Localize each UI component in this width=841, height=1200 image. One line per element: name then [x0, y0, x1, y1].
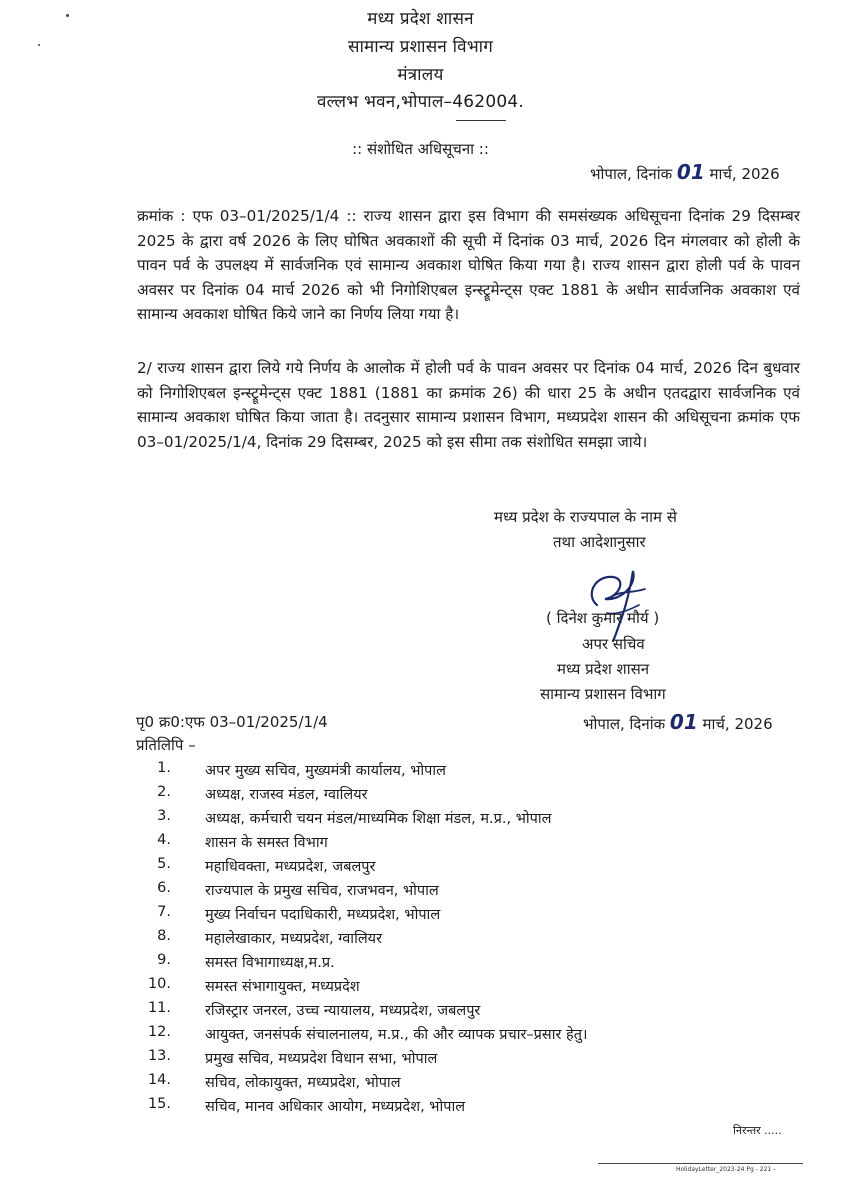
- copy-item-text: अपर मुख्य सचिव, मुख्यमंत्री कार्यालय, भोपाल: [205, 763, 446, 779]
- copy-item-text: मुख्य निर्वाचन पदाधिकारी, मध्यप्रदेश, भोपाल: [205, 907, 441, 923]
- copy-label: प्रतिलिपि –: [136, 736, 196, 754]
- endorsement-reference: पृ0 क्र0:एफ 03–01/2025/1/4: [136, 713, 328, 731]
- paragraph-1-text: क्रमांक : एफ 03–01/2025/1/4 :: राज्य शासन द्वारा इस विभाग की समसंख्यक अधिसूचना दिनांक 29 दिसम्बर 2025 के द्वारा वर्ष 2026 के लिए घोषित अवकाशों की सूची में दिनांक 03 मार्च, 2026 दिन मंगलवार को होली के पावन पर्व के उपलक्ष्य में सार्वजनिक एवं सामान्य अवकाश घोषित किया गया है। राज्य शासन द्वारा होली पर्व के पावन अवसर पर दिनांक 04 मार्च 2026 को भी निगोशिएबल इन्स्ट्रूमेन्ट्स एक्ट 1881 के अधीन सार्वजनिक अवकाश एवं सामान्य अवकाश घोषित किये जाने का निर्णय लिया गया है।: [137, 207, 800, 323]
- copy-item-number: 6.: [157, 880, 171, 896]
- copy-item-text: महालेखाकार, मध्यप्रदेश, ग्वालियर: [205, 931, 382, 947]
- signatory-name: ( दिनेश कुमार मौर्य ): [546, 609, 660, 627]
- paragraph-2-text: 2/ राज्य शासन द्वारा लिये गये निर्णय के आलोक में होली पर्व के पावन अवसर पर दिनांक 04 मार्च, 2026 दिन बुधवार को निगोशिएबल इन्स्ट्रूमेन्ट्स एक्ट 1881 (1881 का क्रमांक 26) की धारा 25 के अधीन एतदद्वारा सार्वजनिक एवं सामान्य अवकाश घोषित किया जाता है। तदनुसार सामान्य प्रशासन विभाग, मध्यप्रदेश शासन की अधिसूचना क्रमांक एफ 03–01/2025/1/4, दिनांक 29 दिसम्बर, 2025 को इस सीमा तक संशोधित समझा जाये।: [137, 359, 800, 451]
- header-state-govt: मध्य प्रदेश शासन: [367, 9, 474, 29]
- copy-item-text: महाधिवक्ता, मध्यप्रदेश, जबलपुर: [205, 859, 376, 875]
- issue-date-day-handwritten: 01: [676, 160, 705, 184]
- copy-item-number: 1.: [157, 760, 171, 776]
- endorsement-date: [583, 710, 773, 734]
- copy-item-text: सचिव, मानव अधिकार आयोग, मध्यप्रदेश, भोपाल: [205, 1099, 466, 1115]
- copy-item-text: शासन के समस्त विभाग: [205, 835, 328, 851]
- issue-date-suffix: मार्च, 2026: [709, 165, 780, 183]
- copy-item-text: रजिस्ट्रार जनरल, उच्च न्यायालय, मध्यप्रदेश, जबलपुर: [205, 1003, 481, 1019]
- paragraph-1: [137, 204, 800, 327]
- copy-item-number: 14.: [147, 1072, 171, 1088]
- endorsement-date-suffix: मार्च, 2026: [702, 715, 773, 733]
- copy-item-text: प्रमुख सचिव, मध्यप्रदेश विधान सभा, भोपाल: [205, 1051, 438, 1067]
- copy-item-number: 7.: [157, 904, 171, 920]
- issue-date: [590, 160, 780, 184]
- copy-item-number: 2.: [157, 784, 171, 800]
- endorsement-date-prefix: भोपाल, दिनांक: [583, 715, 666, 733]
- endorsement-date-day-handwritten: 01: [669, 710, 698, 734]
- copy-item-number: 4.: [157, 832, 171, 848]
- footer-rule: [598, 1163, 803, 1164]
- notification-title: :: संशोधित अधिसूचना ::: [352, 140, 489, 158]
- copy-item-number: 15.: [147, 1096, 171, 1112]
- header-address: वल्लभ भवन,भोपाल–462004.: [317, 92, 524, 112]
- footer-reference: HolidayLetter_2023-24 Pg - 221 -: [676, 1166, 776, 1173]
- copy-item-text: समस्त संभागायुक्त, मध्यप्रदेश: [205, 979, 360, 995]
- copy-item-number: 12.: [147, 1024, 171, 1040]
- copy-item-number: 5.: [157, 856, 171, 872]
- copy-item-number: 8.: [157, 928, 171, 944]
- authority-line-1: मध्य प्रदेश के राज्यपाल के नाम से: [494, 508, 677, 526]
- signatory-org-1: मध्य प्रदेश शासन: [557, 660, 650, 678]
- copy-item-text: अध्यक्ष, राजस्व मंडल, ग्वालियर: [205, 787, 368, 803]
- copy-item-text: आयुक्त, जनसंपर्क संचालनालय, म.प्र., की और व्यापक प्रचार–प्रसार हेतु।: [205, 1027, 588, 1043]
- copy-item-number: 3.: [157, 808, 171, 824]
- copy-item-text: राज्यपाल के प्रमुख सचिव, राजभवन, भोपाल: [205, 883, 439, 899]
- copy-item-number: 13.: [147, 1048, 171, 1064]
- copy-item-text: समस्त विभागाध्यक्ष,म.प्र.: [205, 955, 335, 971]
- issue-date-prefix: भोपाल, दिनांक: [590, 165, 673, 183]
- signatory-org-2: सामान्य प्रशासन विभाग: [540, 685, 666, 703]
- authority-line-2: तथा आदेशानुसार: [553, 533, 646, 551]
- paragraph-2: [137, 356, 800, 454]
- header-department: सामान्य प्रशासन विभाग: [347, 37, 494, 57]
- signatory-designation: अपर सचिव: [582, 635, 645, 653]
- header-ministry: मंत्रालय: [397, 65, 444, 85]
- copy-item-number: 11.: [147, 1000, 171, 1016]
- copy-item-text: सचिव, लोकायुक्त, मध्यप्रदेश, भोपाल: [205, 1075, 401, 1091]
- continuation-marker: निरन्तर .....: [733, 1124, 782, 1137]
- handwritten-signature: [575, 565, 665, 645]
- header-underline: [456, 120, 506, 121]
- copy-item-number: 9.: [157, 952, 171, 968]
- copy-item-text: अध्यक्ष, कर्मचारी चयन मंडल/माध्यमिक शिक्षा मंडल, म.प्र., भोपाल: [205, 811, 552, 827]
- copy-item-number: 10.: [147, 976, 171, 992]
